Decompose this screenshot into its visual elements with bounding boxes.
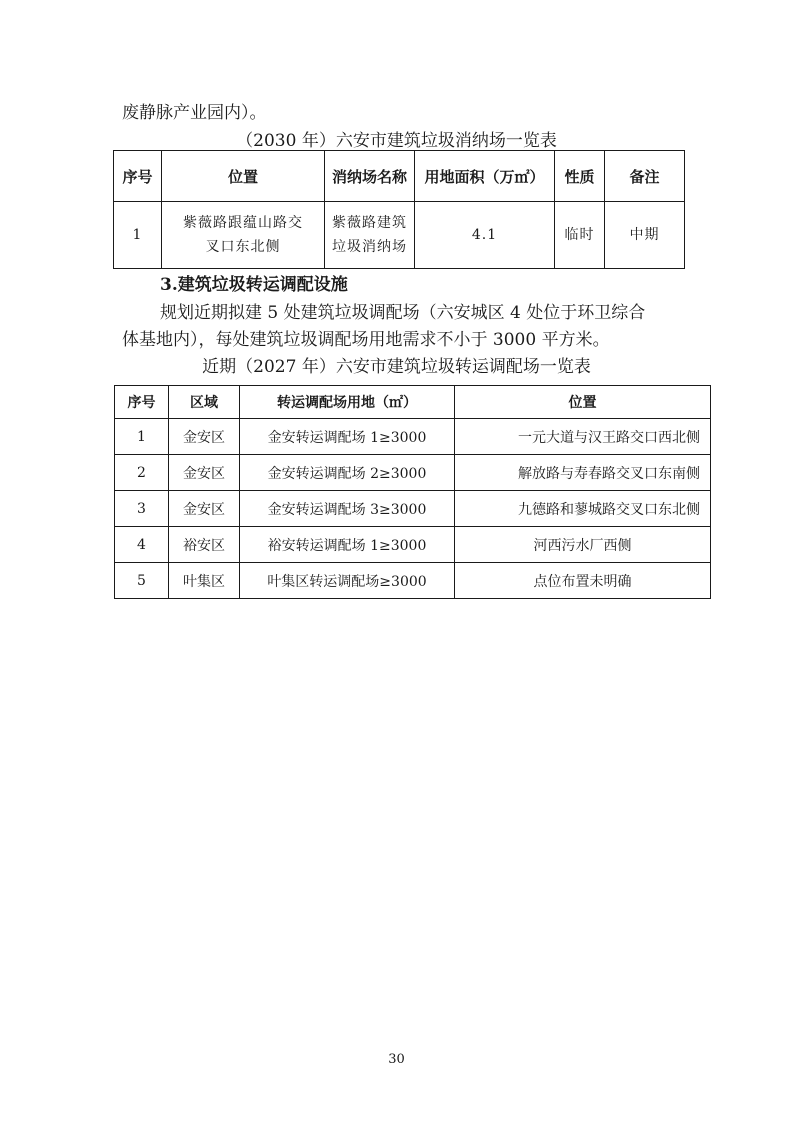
row-number: 1: [115, 419, 169, 455]
table-header-row: [114, 151, 685, 202]
site-cell: 金安转运调配场 3≥3000: [240, 491, 455, 527]
area-cell: 4.1: [415, 202, 555, 269]
nature-cell: 临时: [555, 202, 605, 269]
table-header-row: [115, 386, 711, 419]
table-row: [115, 491, 711, 527]
row-number: 2: [115, 455, 169, 491]
site-name-line-2: 垃圾消纳场: [332, 239, 407, 255]
table2-caption: 近期（2027 年）六安市建筑垃圾转运调配场一览表: [202, 357, 591, 377]
site-name-cell: [325, 202, 415, 269]
location-cell: 九德路和蓼城路交叉口东北侧: [455, 491, 711, 527]
header-cell: 位置: [162, 151, 325, 202]
location-cell: [162, 202, 325, 269]
location-cell: 解放路与寿春路交叉口东南侧: [455, 455, 711, 491]
district-cell: 金安区: [169, 419, 240, 455]
header-cell: 转运调配场用地（㎡）: [240, 386, 455, 419]
header-cell: 消纳场名称: [325, 151, 415, 202]
table-row: [114, 202, 685, 269]
district-cell: 金安区: [169, 455, 240, 491]
location-cell: 一元大道与汉王路交口西北侧: [455, 419, 711, 455]
header-cell: 备注: [605, 151, 685, 202]
site-cell: 叶集区转运调配场≥3000: [240, 563, 455, 599]
header-cell: 性质: [555, 151, 605, 202]
table1-caption: （2030 年）六安市建筑垃圾消纳场一览表: [236, 131, 557, 151]
header-cell: 用地面积（万㎡）: [415, 151, 555, 202]
site-cell: 金安转运调配场 2≥3000: [240, 455, 455, 491]
remark-cell: 中期: [605, 202, 685, 269]
district-cell: 叶集区: [169, 563, 240, 599]
location-line-2: 叉口东北侧: [205, 239, 281, 255]
page-number: 30: [388, 1052, 405, 1067]
location-line-1: 紫薇路跟蕴山路交: [183, 215, 303, 231]
location-cell: 点位布置未明确: [455, 563, 711, 599]
header-cell: 序号: [114, 151, 162, 202]
landfill-table: [113, 150, 685, 269]
section-paragraph-line-1: 规划近期拟建 5 处建筑垃圾调配场（六安城区 4 处位于环卫综合: [160, 303, 646, 323]
district-cell: 金安区: [169, 491, 240, 527]
transfer-station-table: [114, 385, 711, 599]
intro-text-tail: 废静脉产业园内）。: [122, 103, 267, 123]
site-name-line-1: 紫薇路建筑: [332, 215, 407, 231]
section-heading: 3.建筑垃圾转运调配设施: [160, 275, 348, 295]
table-row: [115, 419, 711, 455]
section-paragraph-line-2: 体基地内），每处建筑垃圾调配场用地需求不小于 3000 平方米。: [122, 330, 610, 350]
table-row: [115, 563, 711, 599]
header-cell: 位置: [455, 386, 711, 419]
location-cell: 河西污水厂西侧: [455, 527, 711, 563]
header-cell: 区域: [169, 386, 240, 419]
row-number: 4: [115, 527, 169, 563]
table-row: [115, 527, 711, 563]
header-cell: 序号: [115, 386, 169, 419]
row-number: 1: [114, 202, 162, 269]
table-row: [115, 455, 711, 491]
site-cell: 金安转运调配场 1≥3000: [240, 419, 455, 455]
row-number: 3: [115, 491, 169, 527]
row-number: 5: [115, 563, 169, 599]
district-cell: 裕安区: [169, 527, 240, 563]
site-cell: 裕安转运调配场 1≥3000: [240, 527, 455, 563]
